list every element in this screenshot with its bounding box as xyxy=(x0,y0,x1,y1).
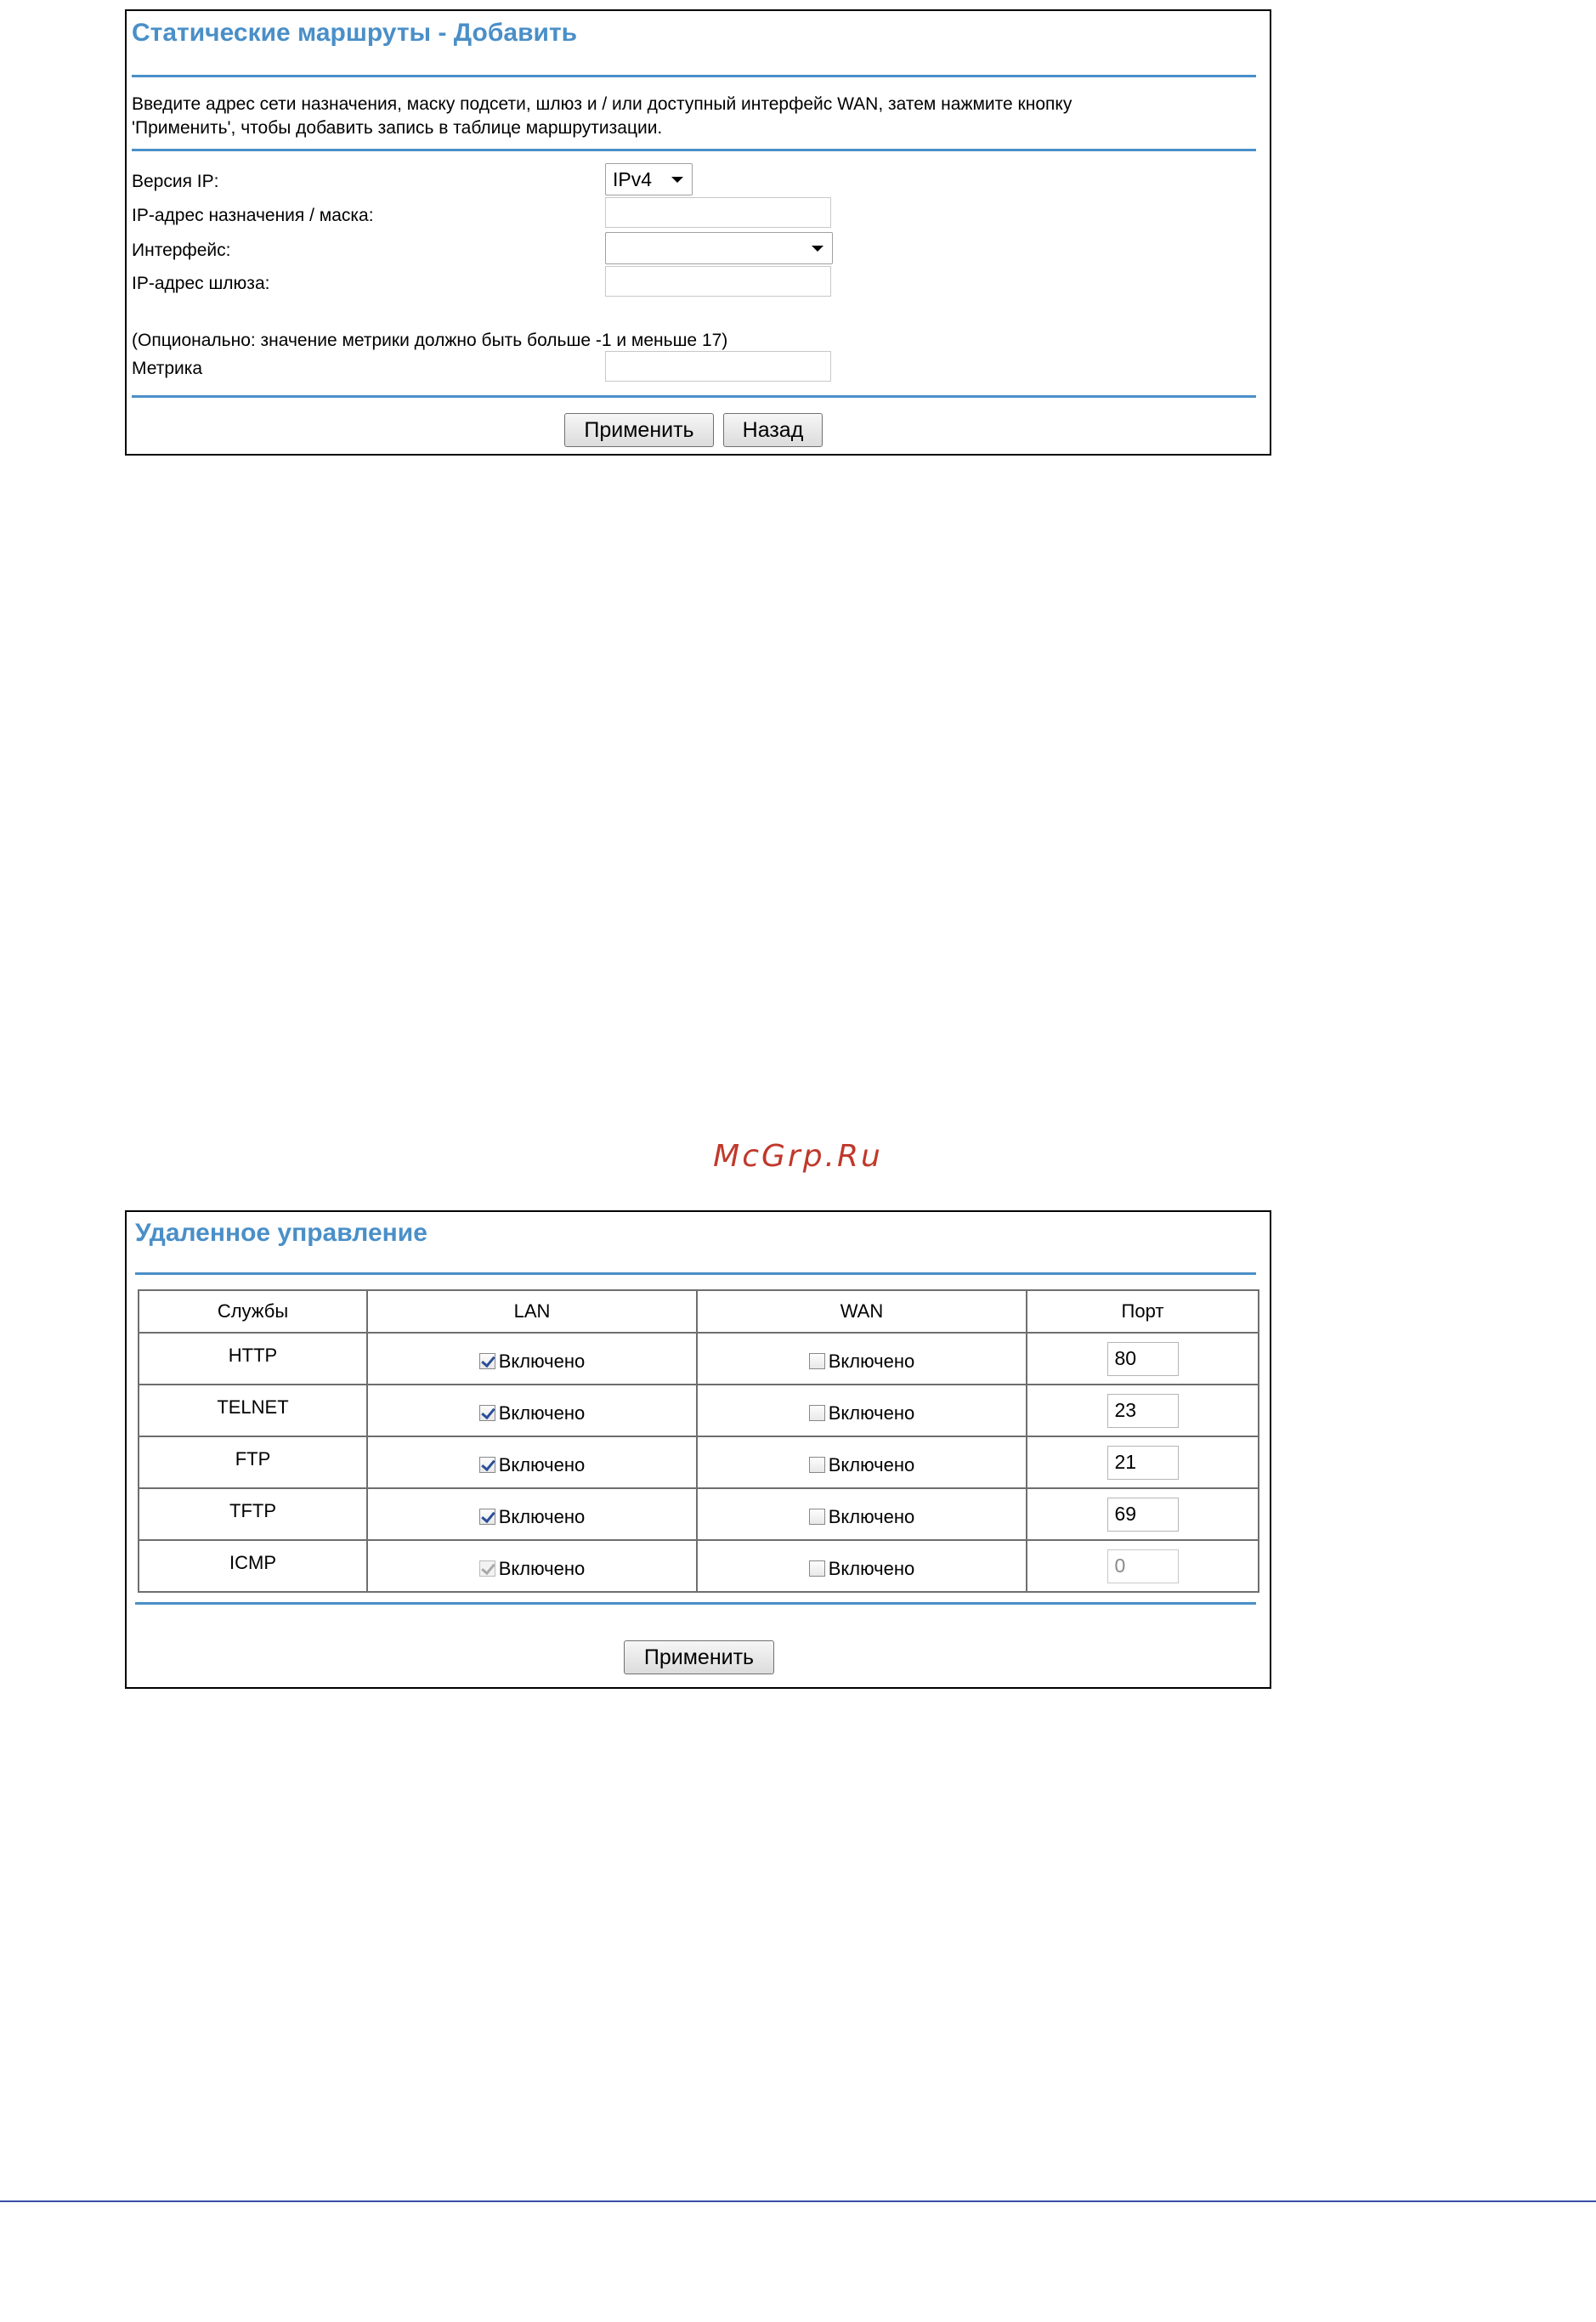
table-row xyxy=(139,1436,1259,1488)
wan-checkbox[interactable] xyxy=(809,1402,914,1424)
table-divider xyxy=(135,1602,1256,1605)
checkbox-checked-icon xyxy=(479,1405,495,1421)
static-routes-panel xyxy=(125,9,1271,456)
title-divider xyxy=(135,1272,1256,1275)
back-button[interactable]: Назад xyxy=(723,413,823,447)
lan-checkbox xyxy=(479,1558,585,1579)
wan-cell xyxy=(697,1540,1027,1592)
optional-note: (Опционально: значение метрики должно быть больше -1 и меньше 17) xyxy=(132,331,728,350)
watermark-text: McGrp.Ru xyxy=(713,1139,883,1174)
destination-label: IP-адрес назначения / маска: xyxy=(132,206,374,225)
interface-label: Интерфейс: xyxy=(132,241,231,260)
table-row xyxy=(139,1488,1259,1540)
enabled-label: Включено xyxy=(828,1505,915,1527)
port-input[interactable] xyxy=(1107,1342,1179,1376)
service-name: TELNET xyxy=(139,1385,367,1436)
checkbox-checked-icon xyxy=(479,1560,495,1577)
checkbox-unchecked-icon xyxy=(809,1405,825,1421)
enabled-label: Включено xyxy=(498,1402,586,1424)
service-name: TFTP xyxy=(139,1488,367,1540)
checkbox-unchecked-icon xyxy=(809,1457,825,1473)
description-line-1: Введите адрес сети назначения, маску подсети, шлюз и / или доступный интерфейс WAN, затем нажмите кнопку xyxy=(132,94,1072,114)
checkbox-checked-icon xyxy=(479,1509,495,1525)
lan-cell xyxy=(367,1540,697,1592)
wan-cell xyxy=(697,1385,1027,1436)
header-wan: WAN xyxy=(697,1290,1027,1333)
lan-cell xyxy=(367,1488,697,1540)
ip-version-value: IPv4 xyxy=(613,168,653,190)
port-input[interactable] xyxy=(1107,1446,1179,1480)
wan-checkbox[interactable] xyxy=(809,1506,914,1527)
table-row xyxy=(139,1540,1259,1592)
checkbox-unchecked-icon xyxy=(809,1353,825,1369)
enabled-label: Включено xyxy=(828,1453,915,1475)
port-cell xyxy=(1027,1488,1259,1540)
header-lan: LAN xyxy=(367,1290,697,1333)
lan-checkbox[interactable] xyxy=(479,1402,585,1424)
remote-management-panel xyxy=(125,1210,1271,1689)
service-name: HTTP xyxy=(139,1333,367,1385)
lan-cell xyxy=(367,1333,697,1385)
checkbox-unchecked-icon xyxy=(809,1560,825,1577)
description-divider xyxy=(132,149,1256,151)
gateway-label: IP-адрес шлюза: xyxy=(132,274,270,293)
checkbox-checked-icon xyxy=(479,1457,495,1473)
lan-cell xyxy=(367,1385,697,1436)
checkbox-unchecked-icon xyxy=(809,1509,825,1525)
ip-version-label: Версия IP: xyxy=(132,172,219,191)
wan-checkbox[interactable] xyxy=(809,1454,914,1475)
chevron-down-icon xyxy=(671,177,683,183)
apply-button[interactable]: Применить xyxy=(624,1640,774,1674)
interface-select[interactable] xyxy=(605,232,833,264)
wan-cell xyxy=(697,1488,1027,1540)
wan-cell xyxy=(697,1333,1027,1385)
service-name: FTP xyxy=(139,1436,367,1488)
checkbox-checked-icon xyxy=(479,1353,495,1369)
port-cell xyxy=(1027,1436,1259,1488)
title-divider xyxy=(132,75,1256,77)
enabled-label: Включено xyxy=(828,1557,915,1579)
wan-checkbox[interactable] xyxy=(809,1351,914,1372)
enabled-label: Включено xyxy=(498,1557,586,1579)
port-cell xyxy=(1027,1385,1259,1436)
table-row xyxy=(139,1385,1259,1436)
table-row xyxy=(139,1333,1259,1385)
form-divider xyxy=(132,395,1256,398)
port-input[interactable] xyxy=(1107,1394,1179,1428)
enabled-label: Включено xyxy=(498,1350,586,1372)
header-port: Порт xyxy=(1027,1290,1259,1333)
enabled-label: Включено xyxy=(498,1453,586,1475)
port-cell xyxy=(1027,1540,1259,1592)
enabled-label: Включено xyxy=(498,1505,586,1527)
enabled-label: Включено xyxy=(828,1350,915,1372)
port-input xyxy=(1107,1549,1179,1583)
static-routes-title: Статические маршруты - Добавить xyxy=(132,19,578,47)
metric-label: Метрика xyxy=(132,359,203,378)
destination-input[interactable] xyxy=(605,197,831,228)
enabled-label: Включено xyxy=(828,1402,915,1424)
remote-management-title: Удаленное управление xyxy=(135,1219,427,1247)
metric-input[interactable] xyxy=(605,351,831,382)
services-table xyxy=(138,1289,1259,1593)
description-line-2: 'Применить', чтобы добавить запись в таблице маршрутизации. xyxy=(132,118,663,138)
ip-version-select[interactable] xyxy=(605,163,693,195)
port-cell xyxy=(1027,1333,1259,1385)
gateway-input[interactable] xyxy=(605,266,831,297)
wan-cell xyxy=(697,1436,1027,1488)
services-table-body xyxy=(139,1333,1259,1592)
wan-checkbox[interactable] xyxy=(809,1558,914,1579)
header-services: Службы xyxy=(139,1290,367,1333)
lan-checkbox[interactable] xyxy=(479,1454,585,1475)
footer-divider xyxy=(0,2200,1596,2202)
chevron-down-icon xyxy=(812,246,823,252)
lan-checkbox[interactable] xyxy=(479,1506,585,1527)
port-input[interactable] xyxy=(1107,1498,1179,1532)
apply-button[interactable]: Применить xyxy=(564,413,714,447)
lan-checkbox[interactable] xyxy=(479,1351,585,1372)
lan-cell xyxy=(367,1436,697,1488)
service-name: ICMP xyxy=(139,1540,367,1592)
